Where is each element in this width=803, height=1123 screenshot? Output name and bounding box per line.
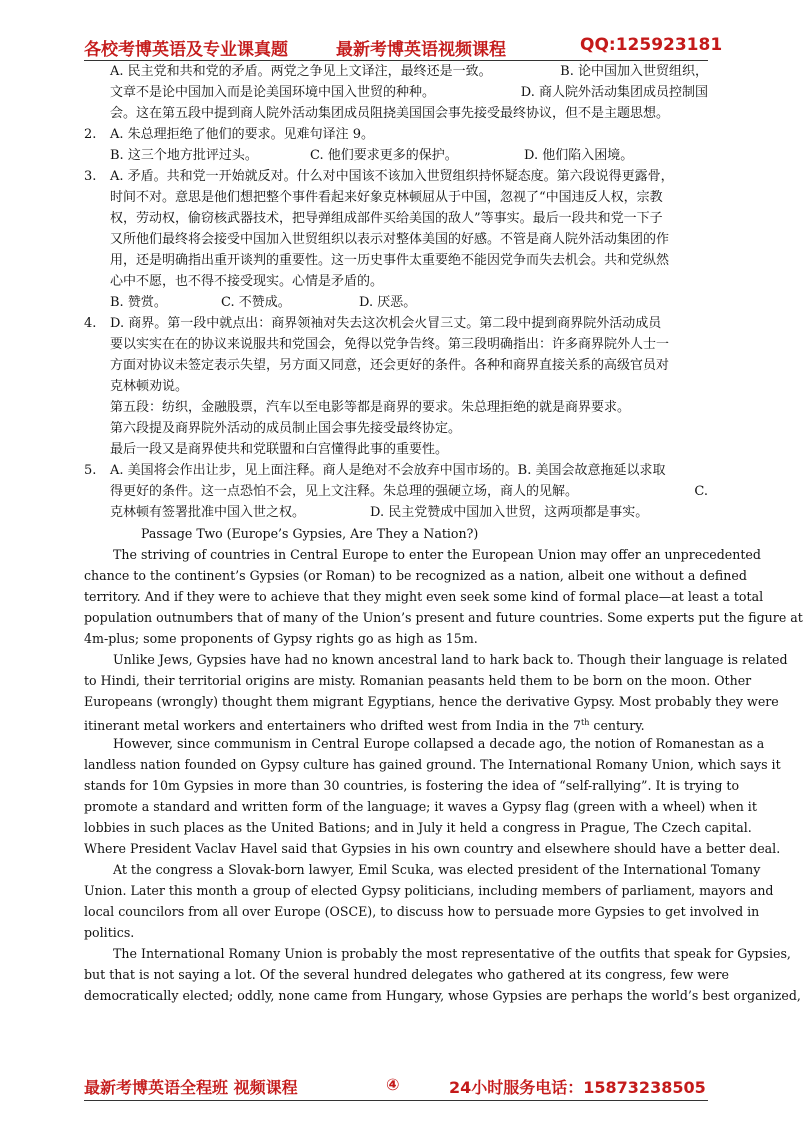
q2-line-1: 2. A. 朱总理拒绝了他们的要求。见难句译注 9。	[84, 127, 375, 142]
page-number: ④	[386, 1075, 400, 1094]
document-body	[84, 61, 803, 1006]
footer-left-text: 最新考博英语全程班 视频课程	[84, 1078, 298, 1097]
paragraph-5: The International Romany Union is probably the most representative of the outfits that speak for Gypsies, but that is not saying a lot. Of the several hundred delegates who gathered at its congress, few were democratically elected; oddly, none came from Hungary, whose Gypsies are perhaps the world’s best organized,	[84, 946, 801, 1003]
paragraph-3: However, since communism in Central Europe collapsed a decade ago, the notion of Romanestan as a landless nation founded on Gypsy culture has gained ground. The International Romany Union, which says it stands for 10m Gypsies in more than 30 countries, is fostering the idea of “self-rallying”. It is trying to promote a standard and written form of the language; it waves a Gypsy flag (green with a wheel) when it lobbies in such places as the United Bations; and in July it held a congress in Prague, The Czech capital. Where President Vaclav Havel said that Gypsies in his own country and elsewhere should have a better deal.	[84, 736, 781, 856]
q5-line-2: 得更好的条件。这一点恐怕不会，见上文注释。朱总理的强硬立场，商人的见解。 C.	[110, 484, 708, 499]
paragraph-2-last-line: itinerant metal workers and entertainers who drifted west from India in the 7th century.	[84, 718, 645, 734]
passage-title: Passage Two (Europe’s Gypsies, Are They a Nation?)	[141, 526, 479, 541]
q1-line-2: 文章不是论中国加入而是论美国环境中国入世贸的种种。 D. 商人院外活动集团成员控制国	[110, 85, 708, 100]
q4-line-2: 要以实实在在的协议来说服共和党国会，免得以党争告终。第三段明确指出：许多商界院外人士一	[110, 337, 670, 352]
q4-line-5: 第五段：纺织，金融股票，汽车以至电影等都是商界的要求。朱总理拒绝的就是商界要求。	[110, 400, 631, 415]
paragraph-1: The striving of countries in Central Europe to enter the European Union may offer an unprecedented chance to the continent’s Gypsies (or Roman) to be recognized as a nation, albeit one without a defined territory. And if they were to achieve that they might even seek some kind of formal place—at least a total population outnumbers that of many of the Union’s present and future countries. Some experts put the figure at 4m-plus; some proponents of Gypsy rights go as high as 15m.	[84, 547, 803, 646]
q5-line-1: 5. A. 美国将会作出让步，见上面注释。商人是绝对不会放弃中国市场的。B. 美国会故意拖延以求取	[84, 463, 666, 478]
footer-phone-text: 24小时服务电话：15873238505	[449, 1078, 706, 1097]
q3-options: B. 赞赏。 C. 不赞成。 D. 厌恶。	[110, 295, 417, 310]
q4-line-3: 方面对协议未签定表示失望，另方面又同意，还会更好的条件。各种和商界直接关系的高级官员对	[110, 358, 670, 373]
page-header	[84, 30, 723, 61]
header-left-text: 各校考博英语及专业课真题	[84, 40, 288, 60]
q3-line-2: 时间不对。意思是他们想把整个事件看起来好象克林顿屈从于中国，忽视了“中国违反人权，宗教	[110, 190, 663, 205]
q2-options: B. 这三个地方批评过头。 C. 他们要求更多的保护。 D. 他们陷入困境。	[110, 148, 634, 163]
q3-line-1: 3. A. 矛盾。共和党一开始就反对。什么对中国该不该加入世贸组织持怀疑态度。第六段说得更露骨，	[84, 169, 674, 184]
paragraph-4: At the congress a Slovak-born lawyer, Emil Scuka, was elected president of the International Tomany Union. Later this month a group of elected Gypsy politicians, including members of parliament, mayors and local councilors from all over Europe (OSCE), to discuss how to persuade more Gypsies to get involved in politics.	[84, 862, 774, 940]
q3-line-6: 心中不愿，也不得不接受现实。心情是矛盾的。	[110, 274, 384, 289]
q4-line-4: 克林顿劝说。	[110, 379, 189, 394]
q5-line-3: 克林顿有签署批准中国入世之权。 D. 民主党赞成中国加入世贸，这两项都是事实。	[110, 505, 649, 520]
q3-line-4: 又所他们最终将会接受中国加入世贸组织以表示对整体美国的好感。不管是商人院外活动集团的作	[110, 232, 670, 247]
q3-line-3: 权，劳动权，偷窃核武器技术，把导弹组成部件买给美国的敌人”等事实。最后一段共和党一下子	[110, 211, 663, 226]
paragraph-2: Unlike Jews, Gypsies have had no known ancestral land to hark back to. Though their language is related to Hindi, their territorial origins are misty. Romanian peasants held them to be born on the moon. Other Europeans (wrongly) thought them migrant Egyptians, hence the derivative Gypsy. Most probably they were itinerant metal workers and entertainers who drifted west from India in the 7th century.	[84, 652, 788, 734]
q3-line-5: 用，还是明确指出重开谈判的重要性。这一历史事件太重要绝不能因党争而失去机会。共和党纵然	[110, 253, 670, 268]
header-middle-text: 最新考博英语视频课程	[336, 40, 506, 60]
header-qq-text: QQ:125923181	[580, 35, 723, 55]
q1-line-3: 会。这在第五段中提到商人院外活动集团成员阻挠美国国会事先接受最终协议，但不是主题思想。	[110, 106, 670, 121]
q4-line-7: 最后一段又是商界使共和党联盟和白宫懂得此事的重要性。	[110, 442, 449, 457]
page-footer	[84, 1070, 708, 1101]
q4-line-6: 第六段提及商界院外活动的成员制止国会事先接受最终协定。	[110, 421, 462, 436]
q1-line-1: A. 民主党和共和党的矛盾。两党之争见上文译注，最终还是一致。 B. 论中国加入世贸组织，	[110, 64, 708, 79]
q4-line-1: 4. D. 商界。第一段中就点出：商界领袖对失去这次机会火冒三丈。第二段中提到商界院外活动成员	[84, 316, 662, 331]
